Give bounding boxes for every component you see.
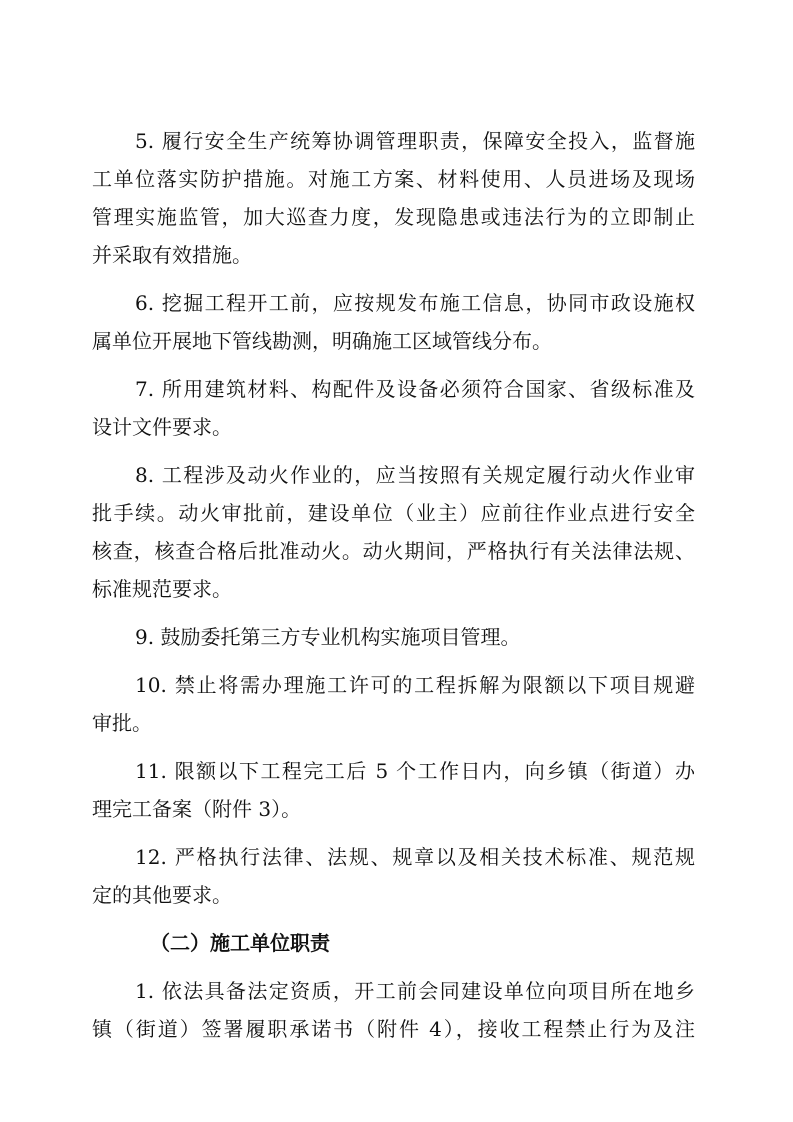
paragraph-5-line-1: 5. 履行安全生产统筹协调管理职责，保障安全投入，监督施 — [135, 129, 695, 153]
paragraph-10-line-2: 审批。 — [92, 711, 152, 735]
paragraph-5-line-4: 并采取有效措施。 — [92, 243, 252, 267]
paragraph-8-line-3: 核查，核查合格后批准动火。动火期间，严格执行有关法律法规、 — [92, 539, 695, 563]
paragraph-8-line-4: 标准规范要求。 — [92, 577, 232, 601]
paragraph-8-line-2: 批手续。动火审批前，建设单位（业主）应前往作业点进行安全 — [92, 501, 695, 525]
paragraph-7-line-1: 7. 所用建筑材料、构配件及设备必须符合国家、省级标准及 — [135, 377, 695, 401]
paragraph-11-line-2: 理完工备案（附件 3）。 — [92, 797, 302, 821]
section-heading-construction-unit: （二）施工单位职责 — [150, 931, 330, 955]
paragraph-5-line-2: 工单位落实防护措施。对施工方案、材料使用、人员进场及现场 — [92, 167, 695, 191]
paragraph-9-line-1: 9. 鼓励委托第三方专业机构实施项目管理。 — [135, 625, 521, 649]
paragraph-12-line-2: 定的其他要求。 — [92, 883, 232, 907]
paragraph-6-line-1: 6. 挖掘工程开工前，应按规发布施工信息，协同市政设施权 — [135, 291, 695, 315]
paragraph-8-line-1: 8. 工程涉及动火作业的，应当按照有关规定履行动火作业审 — [135, 463, 695, 487]
paragraph-10-line-1: 10. 禁止将需办理施工许可的工程拆解为限额以下项目规避 — [135, 673, 695, 697]
paragraph-6-line-2: 属单位开展地下管线勘测，明确施工区域管线分布。 — [92, 329, 552, 353]
paragraph-7-line-2: 设计文件要求。 — [92, 415, 232, 439]
paragraph-11-line-1: 11. 限额以下工程完工后 5 个工作日内，向乡镇（街道）办 — [135, 759, 695, 783]
paragraph-5-line-3: 管理实施监管，加大巡查力度，发现隐患或违法行为的立即制止 — [92, 205, 695, 229]
paragraph-c1-line-1: 1. 依法具备法定资质，开工前会同建设单位向项目所在地乡 — [135, 979, 695, 1003]
paragraph-c1-line-2: 镇（街道）签署履职承诺书（附件 4），接收工程禁止行为及注 — [92, 1017, 695, 1041]
paragraph-12-line-1: 12. 严格执行法律、法规、规章以及相关技术标准、规范规 — [135, 845, 695, 869]
